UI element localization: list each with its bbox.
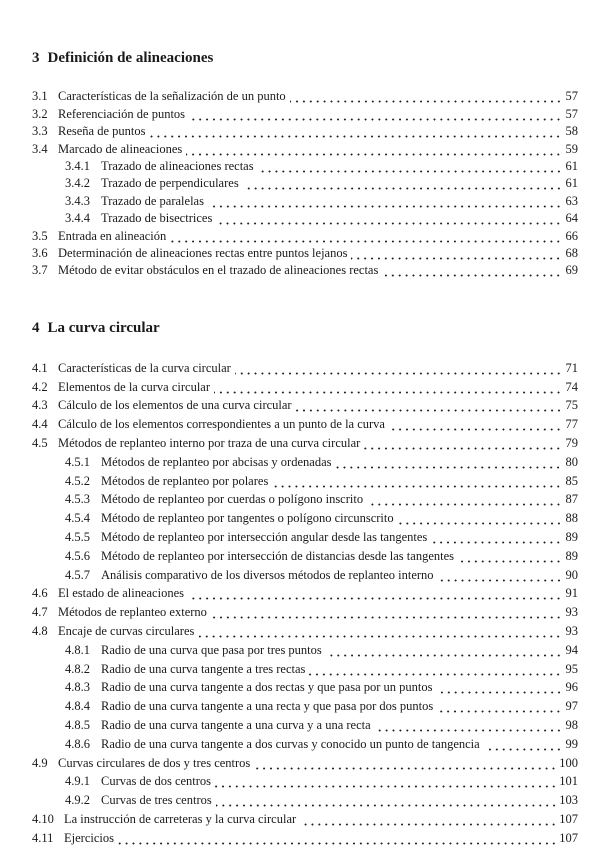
toc-entry[interactable] xyxy=(32,139,578,156)
entry-title: Trazado de alineaciones rectas xyxy=(101,158,254,173)
entry-title: Cálculo de los elementos correspondientes a un punto de la curva xyxy=(58,417,385,432)
chapter-number: 4 xyxy=(32,320,40,336)
dot-leader xyxy=(367,495,562,507)
entry-number: 4.5 xyxy=(32,435,48,450)
dot-leader xyxy=(309,665,562,677)
chapter-4-section xyxy=(32,318,578,846)
toc-entry[interactable] xyxy=(32,432,578,451)
entry-number: 4.10 xyxy=(32,811,54,826)
entry-number: 4.9.1 xyxy=(65,774,90,789)
entry-number: 4.8.6 xyxy=(65,736,90,751)
entry-title: Métodos de replanteo por abcisas y ordenadas xyxy=(101,454,332,469)
entry-page-number: 98 xyxy=(565,717,578,732)
dot-leader xyxy=(458,552,562,564)
entry-page-number: 95 xyxy=(565,661,578,676)
entry-page-number: 61 xyxy=(565,176,578,191)
entry-title: Determinación de alineaciones rectas entre puntos lejanos xyxy=(58,245,348,260)
dot-leader xyxy=(198,627,562,639)
toc-entry[interactable] xyxy=(32,122,578,139)
entry-page-number: 97 xyxy=(565,699,578,714)
dot-leader xyxy=(484,740,562,752)
toc-entry[interactable] xyxy=(32,583,578,602)
entry-number: 4.4 xyxy=(32,417,48,432)
entry-title: Curvas de dos centros xyxy=(101,774,212,789)
toc-entry[interactable] xyxy=(32,827,578,846)
entry-page-number: 103 xyxy=(559,793,578,808)
toc-entry[interactable] xyxy=(32,191,578,208)
entry-page-number: 68 xyxy=(565,245,578,260)
entry-title: Método de replanteo por intersección de distancias desde las tangentes xyxy=(101,548,455,563)
entry-title: La instrucción de carreteras y la curva circular xyxy=(64,811,297,826)
entry-title: Entrada en alineación xyxy=(58,228,167,243)
dot-leader xyxy=(375,721,562,733)
entry-number: 3.5 xyxy=(32,228,48,243)
entry-title: Trazado de paralelas xyxy=(101,193,204,208)
entry-page-number: 96 xyxy=(565,680,578,695)
dot-leader xyxy=(235,364,562,376)
dot-leader xyxy=(215,777,557,789)
dot-leader xyxy=(296,401,562,413)
dot-leader xyxy=(431,533,562,545)
entry-page-number: 90 xyxy=(565,567,578,582)
toc-entry[interactable] xyxy=(32,395,578,414)
entry-number: 4.3 xyxy=(32,398,48,413)
toc-entry[interactable] xyxy=(32,752,578,771)
entry-title: Radio de una curva tangente a una recta y que pasa por dos puntos xyxy=(101,699,434,714)
dot-leader xyxy=(382,266,562,278)
dot-leader xyxy=(389,420,562,432)
entry-title: Trazado de perpendiculares xyxy=(101,176,239,191)
entry-page-number: 57 xyxy=(565,106,578,121)
entry-number: 4.5.4 xyxy=(65,511,90,526)
toc-entry[interactable] xyxy=(32,507,578,526)
entry-number: 4.1 xyxy=(32,360,48,375)
entry-page-number: 64 xyxy=(565,211,578,226)
dot-leader xyxy=(188,589,562,601)
entry-number: 3.4.4 xyxy=(65,211,90,226)
toc-entries xyxy=(32,357,578,846)
dot-leader xyxy=(186,145,562,157)
dot-leader xyxy=(216,796,558,808)
entry-page-number: 89 xyxy=(565,529,578,544)
dot-leader xyxy=(351,249,562,261)
toc-entry[interactable] xyxy=(32,87,578,104)
toc-entry[interactable] xyxy=(32,261,578,278)
toc-entry[interactable] xyxy=(32,357,578,376)
entry-page-number: 69 xyxy=(565,263,578,278)
entry-page-number: 85 xyxy=(565,473,578,488)
dot-leader xyxy=(300,815,557,827)
entry-number: 3.4 xyxy=(32,141,48,156)
entry-number: 4.8.2 xyxy=(65,661,90,676)
toc-entry[interactable] xyxy=(32,658,578,677)
chapter-title: La curva circular xyxy=(47,320,160,336)
entry-title: Encaje de curvas circulares xyxy=(58,623,195,638)
entry-page-number: 71 xyxy=(565,360,578,375)
entry-number: 4.5.5 xyxy=(65,529,90,544)
entry-number: 4.5.2 xyxy=(65,473,90,488)
entry-page-number: 58 xyxy=(565,124,578,139)
entry-page-number: 94 xyxy=(565,642,578,657)
entry-title: Reseña de puntos xyxy=(58,124,146,139)
toc-entry[interactable] xyxy=(32,545,578,564)
entry-page-number: 66 xyxy=(565,228,578,243)
entry-title: Características de la señalización de un punto xyxy=(58,89,286,104)
entry-number: 3.6 xyxy=(32,245,48,260)
entry-page-number: 75 xyxy=(565,398,578,413)
entry-title: Método de replanteo por tangentes o polígono circunscrito xyxy=(101,511,394,526)
chapter-3-section xyxy=(32,48,578,278)
entry-title: Métodos de replanteo externo xyxy=(58,605,207,620)
entry-page-number: 93 xyxy=(565,605,578,620)
entry-page-number: 80 xyxy=(565,454,578,469)
toc-entry[interactable] xyxy=(32,244,578,261)
chapter-title: Definición de alineaciones xyxy=(47,50,214,66)
toc-entry[interactable] xyxy=(32,451,578,470)
toc-entry[interactable] xyxy=(32,771,578,790)
entry-title: Elementos de la curva circular xyxy=(58,379,211,394)
toc-entry[interactable] xyxy=(32,808,578,827)
entry-number: 4.7 xyxy=(32,605,48,620)
entry-number: 4.5.1 xyxy=(65,454,90,469)
dot-leader xyxy=(437,702,562,714)
toc-entry[interactable] xyxy=(32,413,578,432)
toc-entry[interactable] xyxy=(32,104,578,121)
entry-number: 4.11 xyxy=(32,830,54,845)
dot-leader xyxy=(216,214,562,226)
entry-page-number: 89 xyxy=(565,548,578,563)
entry-title: El estado de alineaciones xyxy=(58,586,184,601)
entry-page-number: 93 xyxy=(565,623,578,638)
entry-page-number: 88 xyxy=(565,511,578,526)
dot-leader xyxy=(326,646,562,658)
entry-number: 3.3 xyxy=(32,124,48,139)
entry-page-number: 79 xyxy=(565,435,578,450)
entry-title: Radio de una curva que pasa por tres puntos xyxy=(101,642,322,657)
entry-page-number: 87 xyxy=(565,492,578,507)
entry-title: Curvas de tres centros xyxy=(101,793,212,808)
entry-number: 3.4.1 xyxy=(65,158,90,173)
dot-leader xyxy=(290,92,562,104)
toc-entry[interactable] xyxy=(32,226,578,243)
entry-number: 4.5.7 xyxy=(65,567,90,582)
dot-leader xyxy=(208,197,562,209)
entry-title: Método de replanteo por intersección angular desde las tangentes xyxy=(101,529,428,544)
toc-entry[interactable] xyxy=(32,209,578,226)
entry-title: Marcado de alineaciones xyxy=(58,141,183,156)
entry-page-number: 61 xyxy=(565,158,578,173)
toc-entry[interactable] xyxy=(32,376,578,395)
entry-number: 3.7 xyxy=(32,263,48,278)
entry-title: Radio de una curva tangente a tres rectas xyxy=(101,661,306,676)
entry-title: Trazado de bisectrices xyxy=(101,211,213,226)
toc-entry[interactable] xyxy=(32,639,578,658)
entry-number: 4.5.6 xyxy=(65,548,90,563)
entry-title: Radio de una curva tangente a dos rectas y que pasa por un puntos xyxy=(101,680,433,695)
entry-page-number: 107 xyxy=(559,830,578,845)
dot-leader xyxy=(438,571,562,583)
entry-title: Método de replanteo por cuerdas o polígono inscrito xyxy=(101,492,364,507)
dot-leader xyxy=(272,477,562,489)
toc-entry[interactable] xyxy=(32,489,578,508)
entry-page-number: 100 xyxy=(559,755,578,770)
toc-entry[interactable] xyxy=(32,564,578,583)
entry-page-number: 101 xyxy=(559,774,578,789)
entry-number: 3.4.3 xyxy=(65,193,90,208)
entry-title: Referenciación de puntos xyxy=(58,106,186,121)
entry-number: 3.2 xyxy=(32,106,48,121)
dot-leader xyxy=(118,834,557,846)
toc-entry[interactable] xyxy=(32,174,578,191)
entry-title: Cálculo de los elementos de una curva circular xyxy=(58,398,292,413)
entry-page-number: 57 xyxy=(565,89,578,104)
dot-leader xyxy=(243,179,562,191)
entry-title: Características de la curva circular xyxy=(58,360,231,375)
toc-entry[interactable] xyxy=(32,601,578,620)
chapter-number: 3 xyxy=(32,50,40,66)
entry-title: Métodos de replanteo por polares xyxy=(101,473,269,488)
dot-leader xyxy=(437,683,563,695)
dot-leader xyxy=(364,439,562,451)
chapter-heading xyxy=(32,318,578,338)
entry-number: 3.4.2 xyxy=(65,176,90,191)
toc-entry[interactable] xyxy=(32,526,578,545)
dot-leader xyxy=(258,162,562,174)
toc-entries xyxy=(32,87,578,278)
entry-number: 4.8.1 xyxy=(65,642,90,657)
entry-title: Método de evitar obstáculos en el trazado de alineaciones rectas xyxy=(58,263,379,278)
chapter-heading xyxy=(32,48,578,68)
entry-page-number: 63 xyxy=(565,193,578,208)
entry-number: 4.8 xyxy=(32,623,48,638)
toc-entry[interactable] xyxy=(32,677,578,696)
toc-entry[interactable] xyxy=(32,620,578,639)
entry-number: 4.9.2 xyxy=(65,793,90,808)
toc-entry[interactable] xyxy=(32,157,578,174)
dot-leader xyxy=(170,232,562,244)
entry-page-number: 59 xyxy=(565,141,578,156)
dot-leader xyxy=(254,759,557,771)
entry-title: Análisis comparativo de los diversos métodos de replanteo interno xyxy=(101,567,434,582)
entry-title: Radio de una curva tangente a dos curvas y conocido un punto de tangencia xyxy=(101,736,480,751)
entry-number: 4.8.5 xyxy=(65,717,90,732)
entry-number: 4.9 xyxy=(32,755,48,770)
dot-leader xyxy=(149,127,562,139)
entry-title: Ejercicios xyxy=(64,830,114,845)
entry-number: 4.2 xyxy=(32,379,48,394)
toc-entry[interactable] xyxy=(32,733,578,752)
entry-title: Curvas circulares de dos y tres centros xyxy=(58,755,251,770)
toc-entry[interactable] xyxy=(32,714,578,733)
dot-leader xyxy=(335,458,562,470)
entry-number: 4.6 xyxy=(32,586,48,601)
entry-page-number: 99 xyxy=(565,736,578,751)
entry-number: 4.8.4 xyxy=(65,699,90,714)
dot-leader xyxy=(398,514,562,526)
entry-title: Radio de una curva tangente a una curva y a una recta xyxy=(101,717,371,732)
entry-page-number: 107 xyxy=(559,811,578,826)
dot-leader xyxy=(189,110,562,122)
entry-number: 3.1 xyxy=(32,89,48,104)
entry-number: 4.8.3 xyxy=(65,680,90,695)
toc-entry[interactable] xyxy=(32,470,578,489)
entry-page-number: 74 xyxy=(565,379,578,394)
entry-title: Métodos de replanteo interno por traza de una curva circular xyxy=(58,435,361,450)
dot-leader xyxy=(211,608,562,620)
entry-number: 4.5.3 xyxy=(65,492,90,507)
toc-entry[interactable] xyxy=(32,695,578,714)
entry-page-number: 91 xyxy=(565,586,578,601)
dot-leader xyxy=(214,383,562,395)
entry-page-number: 77 xyxy=(565,417,578,432)
toc-entry[interactable] xyxy=(32,789,578,808)
